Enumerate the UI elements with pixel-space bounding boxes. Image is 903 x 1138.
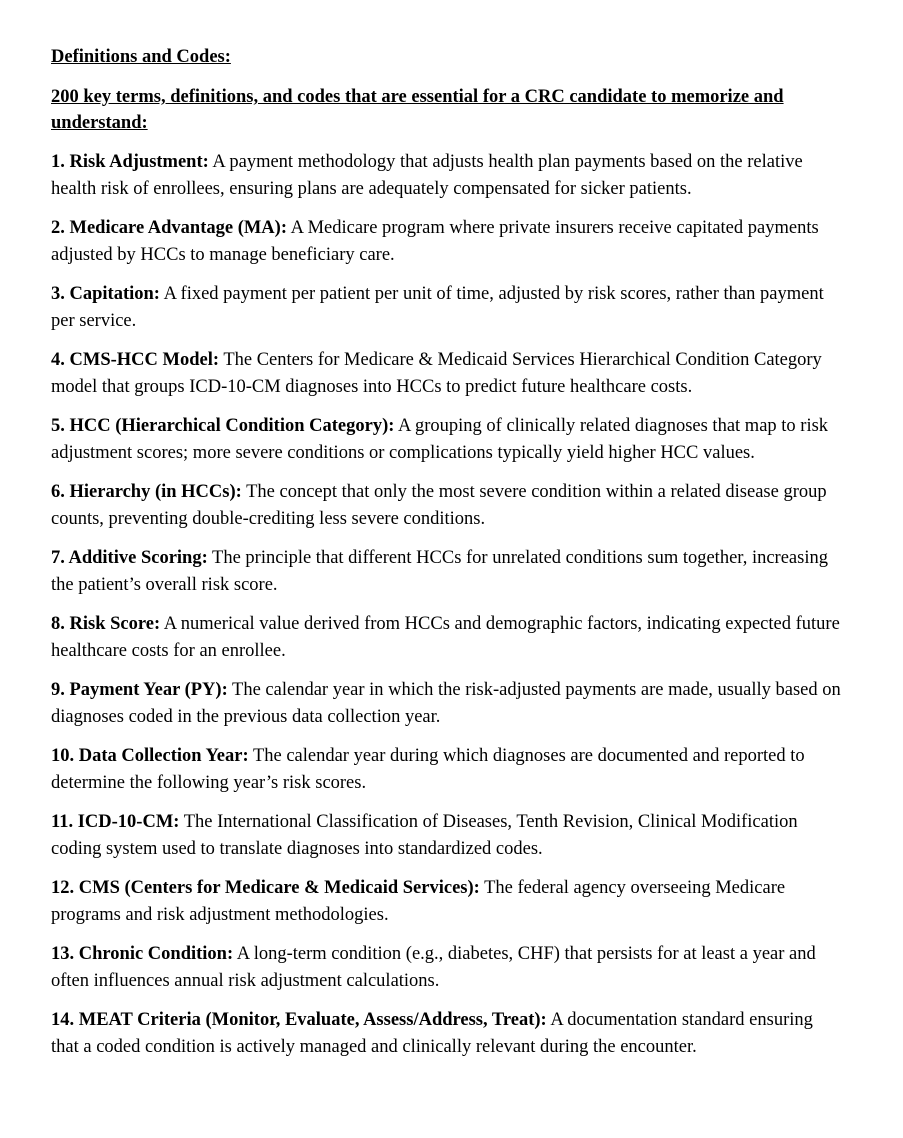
definition-entry (51, 545, 843, 598)
entry-term: 14. MEAT Criteria (Monitor, Evaluate, Assess/Address, Treat): (51, 1010, 547, 1030)
entry-term: 11. ICD-10-CM: (51, 812, 180, 832)
entry-definition: A long-term condition (e.g., diabetes, CHF) that persists for at least a year and often influences annual risk adjustment calculations. (51, 944, 816, 991)
entry-definition: The Centers for Medicare & Medicaid Services Hierarchical Condition Category model that groups ICD-10-CM diagnoses into HCCs to predict future healthcare costs. (51, 350, 822, 397)
entry-definition: A numerical value derived from HCCs and demographic factors, indicating expected future healthcare costs for an enrollee. (51, 614, 840, 661)
definition-entry (51, 875, 843, 928)
definition-entry (51, 413, 843, 466)
entry-term: 10. Data Collection Year: (51, 746, 249, 766)
entry-definition: The federal agency overseeing Medicare programs and risk adjustment methodologies. (51, 878, 786, 925)
definition-entry (51, 677, 843, 730)
definition-entry (51, 281, 843, 334)
entry-term: 1. Risk Adjustment: (51, 152, 209, 172)
definition-entry (51, 479, 843, 532)
definition-entry (51, 149, 843, 202)
definition-entry (51, 611, 843, 664)
entry-term: 9. Payment Year (PY): (51, 680, 228, 700)
entry-term: 8. Risk Score: (51, 614, 161, 634)
section-title: Definitions and Codes: (51, 47, 231, 67)
entry-definition: The concept that only the most severe condition within a related disease group counts, preventing double-crediting less severe conditions. (51, 482, 827, 529)
entry-definition: The calendar year during which diagnoses are documented and reported to determine the following year’s risk scores. (51, 746, 805, 793)
entry-definition: The principle that different HCCs for unrelated conditions sum together, increasing the patient’s overall risk score. (51, 548, 828, 595)
definition-entry (51, 941, 843, 994)
entry-term: 7. Additive Scoring: (51, 548, 208, 568)
definition-entry (51, 347, 843, 400)
entry-definition: The calendar year in which the risk-adjusted payments are made, usually based on diagnoses coded in the previous data collection year. (51, 680, 841, 727)
definition-entry (51, 215, 843, 268)
entry-term: 5. HCC (Hierarchical Condition Category): (51, 416, 395, 436)
entry-definition: A Medicare program where private insurers receive capitated payments adjusted by HCCs to manage beneficiary care. (51, 218, 819, 265)
intro-heading: 200 key terms, definitions, and codes that are essential for a CRC candidate to memorize and understand: (51, 87, 784, 133)
entry-term: 3. Capitation: (51, 284, 160, 304)
entry-term: 6. Hierarchy (in HCCs): (51, 482, 242, 502)
definition-entry (51, 1007, 843, 1060)
definition-entry (51, 743, 843, 796)
entry-definition: A documentation standard ensuring that a coded condition is actively managed and clinically relevant during the encounter. (51, 1010, 813, 1057)
entry-definition: A fixed payment per patient per unit of time, adjusted by risk scores, rather than payment per service. (51, 284, 824, 331)
entry-term: 13. Chronic Condition: (51, 944, 234, 964)
entry-definition: A grouping of clinically related diagnoses that map to risk adjustment scores; more severe conditions or complications typically yield higher HCC values. (51, 416, 829, 463)
entry-term: 4. CMS-HCC Model: (51, 350, 220, 370)
definition-entry (51, 809, 843, 862)
entry-term: 2. Medicare Advantage (MA): (51, 218, 287, 238)
entry-term: 12. CMS (Centers for Medicare & Medicaid Services): (51, 878, 480, 898)
entry-definition: A payment methodology that adjusts health plan payments based on the relative health risk of enrollees, ensuring plans are adequately compensated for sicker patients. (51, 152, 803, 199)
entry-definition: The International Classification of Diseases, Tenth Revision, Clinical Modification coding system used to translate diagnoses into standardized codes. (51, 812, 798, 859)
